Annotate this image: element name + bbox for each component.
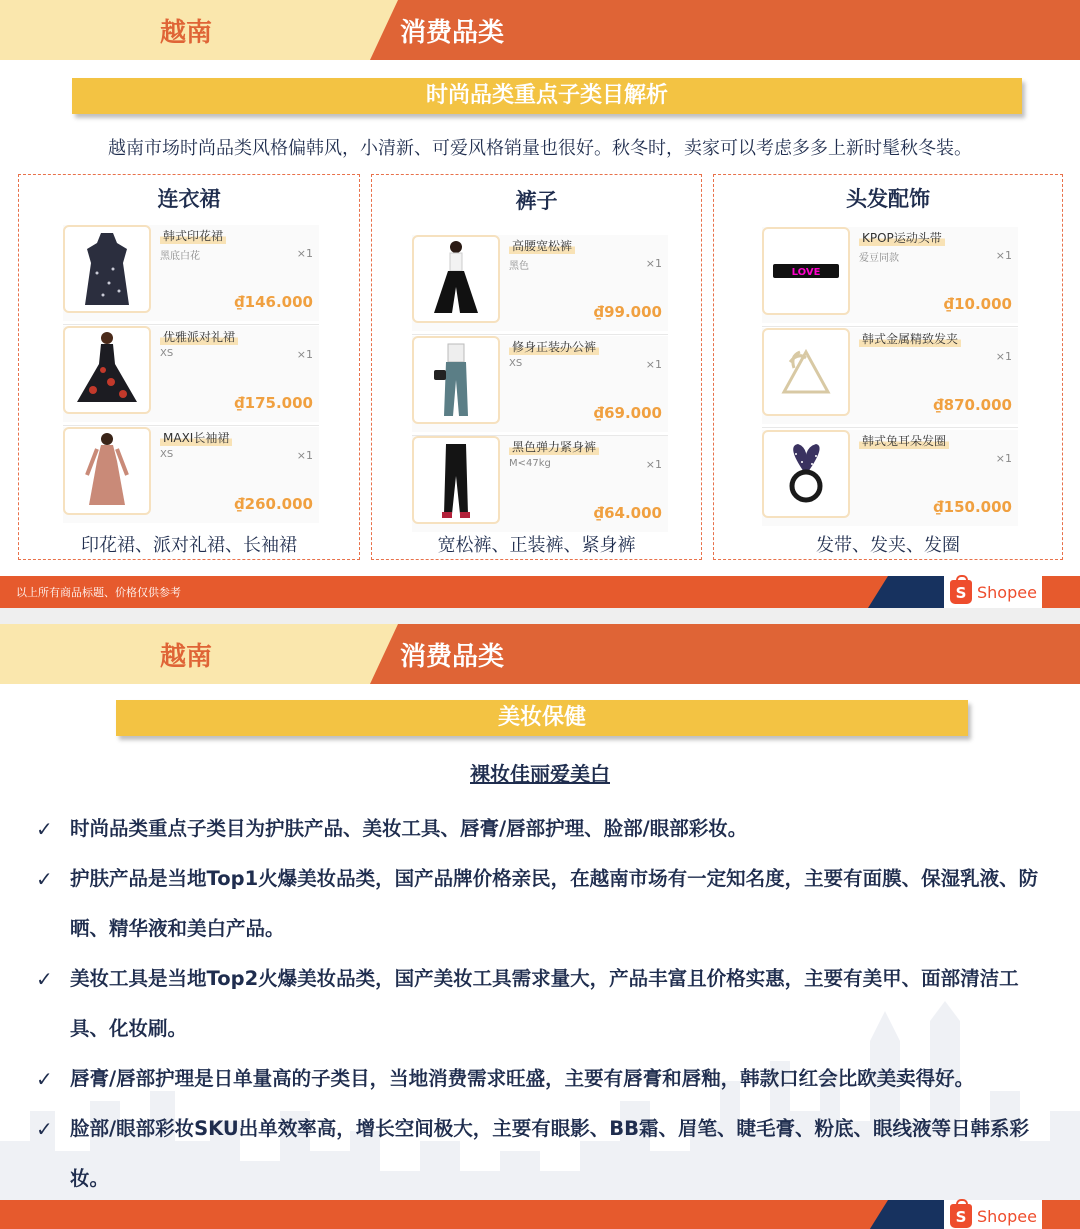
product-price: ₫150.000 <box>933 498 1012 516</box>
brand-name: Shopee <box>977 582 1037 602</box>
header-country: 越南 <box>160 642 213 672</box>
long-dress-icon <box>63 427 151 515</box>
dress-icon <box>63 225 151 313</box>
slide-footer <box>0 576 1080 608</box>
bullet-text: 脸部/眼部彩妆SKU出单效率高，增长空间极大，主要有眼影、BB霜、眉笔、睫毛膏、粉底、眼线液等日韩系彩妆。 <box>70 1117 1029 1190</box>
header-category: 消费品类 <box>400 18 505 48</box>
column-footer: 发带、发夹、发圈 <box>816 535 960 556</box>
product-card[interactable] <box>762 328 1018 424</box>
column-title: 头发配饰 <box>846 187 930 211</box>
bullet-text: 唇膏/唇部护理是日单量高的子类目，当地消费需求旺盛，主要有唇膏和唇釉，韩款口红会比欧美卖得好。 <box>70 1067 975 1090</box>
product-name: 黑色弹力紧身裤 <box>509 438 599 455</box>
slide-header <box>0 0 1080 60</box>
shopee-logo <box>944 1200 1042 1229</box>
headband-icon <box>762 227 850 315</box>
hairclip-icon <box>762 328 850 416</box>
product-name: 韩式兔耳朵发圈 <box>859 432 949 449</box>
product-price: ₫146.000 <box>234 293 313 311</box>
slide-footer <box>0 1200 1080 1229</box>
divider <box>412 334 668 335</box>
product-qty: ×1 <box>995 350 1012 363</box>
product-qty: ×1 <box>296 348 313 361</box>
check-icon: ✓ <box>36 867 53 891</box>
column-hair-accessories <box>713 174 1063 560</box>
shopee-bag-icon: S <box>950 580 972 604</box>
product-qty: ×1 <box>995 452 1012 465</box>
leggings-icon <box>412 436 500 524</box>
product-price: ₫870.000 <box>933 396 1012 414</box>
slide-beauty <box>0 624 1080 1229</box>
section-banner: 时尚品类重点子类目解析 <box>72 78 1022 114</box>
footer-navy-band <box>868 576 948 608</box>
check-icon: ✓ <box>36 817 53 841</box>
divider <box>63 425 319 426</box>
scrunchie-icon <box>762 430 850 518</box>
product-qty: ×1 <box>645 458 662 471</box>
column-pants <box>371 174 702 560</box>
headband-text: LOVE <box>791 267 821 278</box>
bullet-item <box>36 1054 1056 1104</box>
section-subtitle: 裸妆佳丽爱美白 <box>470 762 610 786</box>
bullet-text: 美妆工具是当地Top2火爆美妆品类，国产美妆工具需求量大，产品丰富且价格实惠，主要有美甲、面部清洁工具、化妆刷。 <box>70 967 1019 1040</box>
product-name: KPOP运动头带 <box>859 229 945 246</box>
divider <box>762 427 1018 428</box>
product-card[interactable] <box>762 430 1018 526</box>
product-name: 优雅派对礼裙 <box>160 328 238 345</box>
shopee-logo <box>944 576 1042 608</box>
product-card[interactable] <box>412 436 668 532</box>
column-footer: 印花裙、派对礼裙、长袖裙 <box>81 535 297 556</box>
divider <box>63 324 319 325</box>
product-name: 韩式金属精致发夹 <box>859 330 961 347</box>
bullet-item <box>36 1104 1056 1204</box>
column-title: 裤子 <box>515 189 558 213</box>
slide-gap <box>0 608 1080 624</box>
office-pants-icon <box>412 336 500 424</box>
product-name: MAXI长袖裙 <box>160 429 232 446</box>
check-icon: ✓ <box>36 1117 53 1141</box>
footer-note: 以上所有商品标题、价格仅供参考 <box>16 586 181 599</box>
product-qty: ×1 <box>296 449 313 462</box>
product-qty: ×1 <box>995 249 1012 262</box>
product-qty: ×1 <box>645 358 662 371</box>
product-spec: 黑底白花 <box>160 251 200 262</box>
intro-text: 越南市场时尚品类风格偏韩风，小清新、可爱风格销量也很好。秋冬时，卖家可以考虑多多上新时髦秋冬装。 <box>108 138 972 159</box>
product-price: ₫10.000 <box>943 295 1012 313</box>
check-icon: ✓ <box>36 967 53 991</box>
product-spec: XS <box>160 449 174 460</box>
product-spec: 爱豆同款 <box>859 253 899 264</box>
product-qty: ×1 <box>645 257 662 270</box>
bullet-text: 护肤产品是当地Top1火爆美妆品类，国产品牌价格亲民，在越南市场有一定知名度，主要有面膜、保湿乳液、防晒、精华液和美白产品。 <box>70 867 1039 940</box>
column-dresses <box>18 174 360 560</box>
product-card[interactable] <box>412 336 668 432</box>
product-spec: 黑色 <box>509 261 529 272</box>
wide-pants-icon <box>412 235 500 323</box>
brand-name: Shopee <box>977 1206 1037 1226</box>
slide-header <box>0 624 1080 684</box>
column-footer: 宽松裤、正装裤、紧身裤 <box>437 535 636 556</box>
bullet-item <box>36 804 1056 854</box>
product-qty: ×1 <box>296 247 313 260</box>
check-icon: ✓ <box>36 1067 53 1091</box>
bullet-text: 时尚品类重点子类目为护肤产品、美妆工具、唇膏/唇部护理、脸部/眼部彩妆。 <box>70 817 748 840</box>
product-card[interactable] <box>412 235 668 331</box>
product-name: 修身正装办公裤 <box>509 338 599 355</box>
header-country: 越南 <box>160 18 213 48</box>
product-price: ₫175.000 <box>234 394 313 412</box>
product-spec: M<47kg <box>509 458 551 469</box>
divider <box>762 326 1018 327</box>
product-name: 高腰宽松裤 <box>509 237 575 254</box>
section-banner: 美妆保健 <box>116 700 968 736</box>
column-title: 连衣裙 <box>157 187 221 211</box>
bullet-list <box>36 804 1056 1204</box>
party-dress-icon <box>63 326 151 414</box>
slide-fashion <box>0 0 1080 608</box>
product-card[interactable] <box>63 427 319 523</box>
product-spec: XS <box>509 358 523 369</box>
product-price: ₫99.000 <box>593 303 662 321</box>
product-price: ₫69.000 <box>593 404 662 422</box>
header-category: 消费品类 <box>400 642 505 672</box>
product-name: 韩式印花裙 <box>160 227 226 244</box>
product-card[interactable] <box>63 326 319 422</box>
product-card[interactable] <box>762 227 1018 323</box>
product-price: ₫260.000 <box>234 495 313 513</box>
footer-navy-band <box>868 1200 948 1229</box>
bullet-item <box>36 954 1056 1054</box>
product-spec: XS <box>160 348 174 359</box>
shopee-bag-icon: S <box>950 1204 972 1228</box>
bullet-item <box>36 854 1056 954</box>
product-price: ₫64.000 <box>593 504 662 522</box>
product-card[interactable] <box>63 225 319 321</box>
